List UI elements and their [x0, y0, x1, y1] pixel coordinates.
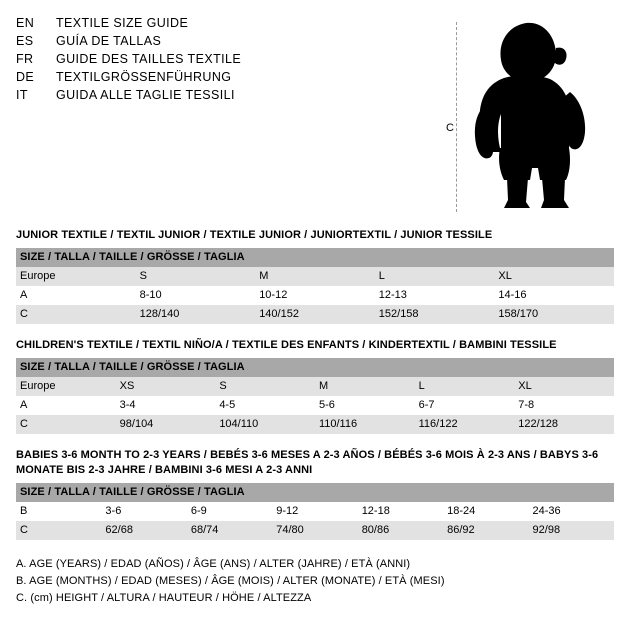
cell: 5-6: [315, 396, 415, 415]
cell: 18-24: [443, 502, 528, 521]
table-row: [16, 502, 614, 521]
section-children-title: CHILDREN'S TEXTILE / TEXTIL NIÑO/A / TEXTILE DES ENFANTS / KINDERTEXTIL / BAMBINI TESSILE: [16, 339, 557, 351]
legend: [16, 556, 614, 607]
cell: 68/74: [187, 521, 272, 540]
row-key: C: [16, 415, 116, 434]
cell: 62/68: [101, 521, 186, 540]
language-code-fr: FR: [16, 52, 34, 66]
size-header-label: SIZE / TALLA / TAILLE / GRÖSSE / TAGLIA: [16, 248, 614, 267]
language-code-de: DE: [16, 70, 35, 84]
table-row: [16, 415, 614, 434]
cell: 7-8: [514, 396, 614, 415]
section-junior: [16, 228, 614, 324]
table-header-row: [16, 248, 614, 267]
row-key: C: [16, 305, 136, 324]
cell: 4-5: [215, 396, 315, 415]
height-dashed-line: [456, 22, 457, 212]
title-text-fr: GUIDE DES TAILLES TEXTILE: [56, 52, 242, 66]
title-text-es: GUÍA DE TALLAS: [56, 34, 162, 48]
row-key: A: [16, 396, 116, 415]
figure-measure-label: C: [446, 122, 454, 134]
cell: 110/116: [315, 415, 415, 434]
title-text-de: TEXTILGRÖSSENFÜHRUNG: [56, 70, 232, 84]
section-babies-table: [16, 483, 614, 540]
cell: M: [255, 267, 375, 286]
table-row: [16, 286, 614, 305]
cell: 8-10: [136, 286, 256, 305]
cell: 10-12: [255, 286, 375, 305]
cell: 24-36: [529, 502, 614, 521]
legend-item-height: C. (cm) HEIGHT / ALTURA / HAUTEUR / HÖHE / ALTEZZA: [16, 592, 312, 604]
legend-item-age-months: B. AGE (MONTHS) / EDAD (MESES) / ÂGE (MOIS) / ALTER (MONATE) / ETÀ (MESI): [16, 575, 445, 587]
table-row: [16, 396, 614, 415]
cell: 6-7: [415, 396, 515, 415]
cell: 152/158: [375, 305, 495, 324]
table-row: [16, 267, 614, 286]
cell: M: [315, 377, 415, 396]
title-block: [16, 14, 446, 106]
section-babies: [16, 448, 614, 540]
cell: XL: [494, 267, 614, 286]
size-header-label: SIZE / TALLA / TAILLE / GRÖSSE / TAGLIA: [16, 483, 614, 502]
cell: XS: [116, 377, 216, 396]
language-code-es: ES: [16, 34, 34, 48]
cell: 140/152: [255, 305, 375, 324]
table-row: [16, 305, 614, 324]
table-header-row: [16, 483, 614, 502]
cell: 98/104: [116, 415, 216, 434]
title-row-en: [16, 16, 446, 30]
cell: L: [375, 267, 495, 286]
cell: L: [415, 377, 515, 396]
cell: 86/92: [443, 521, 528, 540]
cell: 158/170: [494, 305, 614, 324]
cell: XL: [514, 377, 614, 396]
section-junior-table: [16, 248, 614, 324]
measurement-figure: [446, 14, 614, 214]
table-header-row: [16, 358, 614, 377]
cell: 6-9: [187, 502, 272, 521]
cell: 3-4: [116, 396, 216, 415]
cell: 116/122: [415, 415, 515, 434]
cell: 9-12: [272, 502, 357, 521]
language-code-en: EN: [16, 16, 35, 30]
title-row-fr: [16, 52, 446, 66]
cell: 128/140: [136, 305, 256, 324]
cell: S: [136, 267, 256, 286]
cell: 80/86: [358, 521, 443, 540]
cell: 14-16: [494, 286, 614, 305]
section-children: [16, 338, 614, 434]
cell: 12-13: [375, 286, 495, 305]
row-key: B: [16, 502, 101, 521]
section-babies-title: BABIES 3-6 MONTH TO 2-3 YEARS / BEBÉS 3-6 MESES A 2-3 AÑOS / BÉBÉS 3-6 MOIS À 2-3 ANS / BABYS 3-6 MONATE BIS 2-3 JAHRE / BAMBINI 3-6 MESI A 2-3 ANNI: [16, 449, 599, 476]
cell: S: [215, 377, 315, 396]
row-key: Europe: [16, 267, 136, 286]
table-row: [16, 521, 614, 540]
cell: 92/98: [529, 521, 614, 540]
row-key: A: [16, 286, 136, 305]
legend-item-age-years: A. AGE (YEARS) / EDAD (AÑOS) / ÂGE (ANS) / ALTER (JAHRE) / ETÀ (ANNI): [16, 558, 411, 570]
row-key: Europe: [16, 377, 116, 396]
table-row: [16, 377, 614, 396]
cell: 12-18: [358, 502, 443, 521]
cell: 122/128: [514, 415, 614, 434]
section-junior-title: JUNIOR TEXTILE / TEXTIL JUNIOR / TEXTILE JUNIOR / JUNIORTEXTIL / JUNIOR TESSILE: [16, 229, 493, 241]
cell: 3-6: [101, 502, 186, 521]
row-key: C: [16, 521, 101, 540]
cell: 104/110: [215, 415, 315, 434]
title-text-en: TEXTILE SIZE GUIDE: [56, 16, 189, 30]
baby-silhouette-icon: [470, 20, 600, 220]
language-code-it: IT: [16, 88, 28, 102]
size-header-label: SIZE / TALLA / TAILLE / GRÖSSE / TAGLIA: [16, 358, 614, 377]
title-row-it: [16, 88, 446, 102]
title-row-de: [16, 70, 446, 84]
title-text-it: GUIDA ALLE TAGLIE TESSILI: [56, 88, 235, 102]
cell: 74/80: [272, 521, 357, 540]
title-row-es: [16, 34, 446, 48]
header: [16, 14, 614, 214]
section-children-table: [16, 358, 614, 434]
